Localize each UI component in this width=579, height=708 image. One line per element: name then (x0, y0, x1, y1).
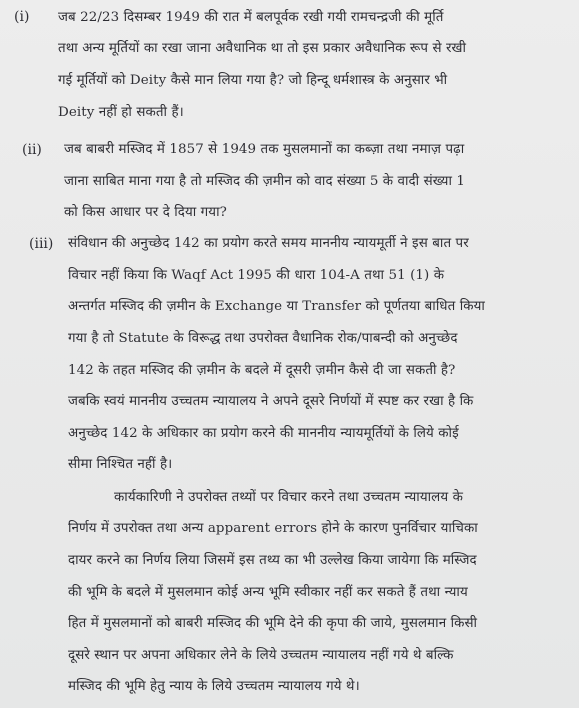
item-3-line-6: जबकि स्वयं माननीय उच्चतम न्यायालय ने अपने दूसरे निर्णयों में स्पष्ट कर रखा है कि (68, 394, 474, 409)
paragraph-line-3: दायर करने का निर्णय लिया जिसमें इस तथ्य का भी उल्लेख किया जायेगा कि मस्जिद (68, 553, 477, 568)
item-1-line-3: गई मूर्तियों को Deity कैसे मान लिया गया है? जो हिन्दू धर्मशास्त्र के अनुसार भी (58, 73, 448, 88)
item-2-line-3: को किस आधार पर दे दिया गया? (64, 205, 227, 220)
item-2-marker: (ii) (22, 142, 42, 158)
paragraph-line-6: दूसरे स्थान पर अपना अधिकार लेने के लिये उच्चतम न्यायालय नहीं गये थे बल्कि (68, 648, 454, 663)
item-1-marker: (i) (14, 9, 30, 25)
item-2-line-2: जाना साबित माना गया है तो मस्जिद की ज़मीन को वाद संख्या 5 के वादी संख्या 1 (64, 174, 465, 189)
paragraph-line-2: निर्णय में उपरोक्त तथा अन्य apparent errors होने के कारण पुनर्विचार याचिका (68, 521, 478, 536)
item-2-line-1: जब बाबरी मस्जिद में 1857 से 1949 तक मुसलमानों का कब्ज़ा तथा नमाज़ पढ़ा (64, 142, 465, 157)
item-3-line-7: अनुच्छेद 142 के अधिकार का प्रयोग करने की माननीय न्यायमूर्तियों के लिये कोई (68, 426, 459, 441)
item-3-marker: (iii) (29, 236, 54, 252)
paragraph-line-7: मस्जिद की भूमि हेतु न्याय के लिये उच्चतम न्यायालय गये थे। (68, 679, 360, 694)
item-1-line-4: Deity नहीं हो सकती हैं। (58, 105, 184, 120)
item-3-line-5: 142 के तहत मस्जिद की ज़मीन के बदले में दूसरी ज़मीन कैसे दी जा सकती है? (68, 363, 456, 378)
paragraph-line-4: की भूमि के बदले में मुसलमान कोई अन्य भूमि स्वीकार नहीं कर सकते हैं तथा न्याय (68, 585, 468, 600)
paragraph-line-5: हित में मुसलमानों को बाबरी मस्जिद की भूमि देने की कृपा की जाये, मुसलमान किसी (68, 616, 478, 631)
item-3-line-4: गया है तो Statute के विरूद्ध तथा उपरोक्त वैधानिक रोक/पाबन्दी को अनुच्छेद (68, 331, 458, 346)
item-3-line-2: विचार नहीं किया कि Waqf Act 1995 की धारा 104-A तथा 51 (1) के (68, 268, 445, 283)
item-3-line-1: संविधान की अनुच्छेद 142 का प्रयोग करते समय माननीय न्यायमूर्ती ने इस बात पर (68, 236, 469, 251)
item-3-line-8: सीमा निश्चित नहीं है। (68, 457, 173, 472)
paragraph-line-1: कार्यकारिणी ने उपरोक्त तथ्यों पर विचार करने तथा उच्चतम न्यायालय के (114, 490, 463, 505)
item-1-line-1: जब 22/23 दिसम्बर 1949 की रात में बलपूर्वक रखी गयी रामचन्द्रजी की मूर्ति (58, 10, 444, 25)
item-3-line-3: अन्तर्गत मस्जिद की ज़मीन के Exchange या Transfer को पूर्णतया बाधित किया (68, 299, 485, 314)
item-1-line-2: तथा अन्य मूर्तियों का रखा जाना अवैधानिक था तो इस प्रकार अवैधानिक रूप से रखी (58, 41, 467, 56)
